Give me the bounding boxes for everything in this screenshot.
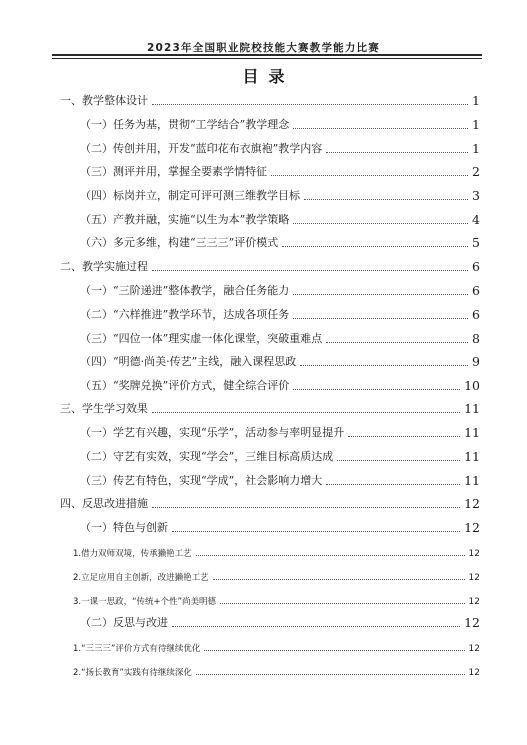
toc-leader-dots bbox=[220, 603, 465, 604]
toc-entry-label: （三）“四位一体”理实虚一体化课堂，突破重难点 bbox=[80, 332, 323, 345]
toc-entry-label: 二、教学实施过程 bbox=[60, 260, 148, 273]
toc-entry-label: （二）传创并用，开发“蓝印花布衣旗袍”教学内容 bbox=[80, 142, 323, 155]
toc-leader-dots bbox=[304, 199, 468, 200]
toc-entry-label: （一）任务为基，贯彻“工学结合”教学理念 bbox=[80, 118, 290, 131]
toc-entry[interactable] bbox=[80, 234, 480, 250]
toc-entry-page: 1 bbox=[472, 141, 480, 156]
toc-leader-dots bbox=[196, 555, 465, 556]
toc-entry-page: 12 bbox=[464, 496, 480, 511]
header-rule-thin bbox=[52, 58, 482, 59]
toc-entry[interactable] bbox=[60, 258, 480, 274]
toc-entry[interactable] bbox=[80, 614, 480, 630]
running-header: 2023年全国职业院校技能大赛教学能力比赛 bbox=[147, 42, 380, 54]
toc-entry[interactable] bbox=[80, 377, 480, 393]
toc-leader-dots bbox=[213, 579, 465, 580]
toc-entry-label: 1.借力双师双境，传承獭艳工艺 bbox=[73, 549, 192, 559]
toc-entry[interactable] bbox=[73, 662, 480, 678]
toc-leader-dots bbox=[152, 104, 468, 105]
toc-entry-label: （二）反思与改进 bbox=[80, 616, 168, 629]
toc-entry-page: 3 bbox=[472, 188, 480, 203]
toc-entry-page: 6 bbox=[472, 283, 480, 298]
toc-entry[interactable] bbox=[80, 187, 480, 203]
header-rule-thick bbox=[52, 54, 482, 56]
toc-entry-label: （二）“六样推进”教学环节，达成各项任务 bbox=[80, 308, 290, 321]
toc-entry-page: 12 bbox=[468, 549, 480, 559]
toc-entry-page: 11 bbox=[464, 473, 480, 488]
toc-entry-label: （四）标岗并立，制定可评可测三维教学目标 bbox=[80, 189, 300, 202]
toc-entry-label: （三）测评并用，掌握全要素学情特征 bbox=[80, 165, 267, 178]
toc-entry-label: （四）“明德·尚美·传艺”主线，融入课程思政 bbox=[80, 355, 297, 368]
toc-leader-dots bbox=[204, 650, 464, 651]
toc-leader-dots bbox=[172, 626, 460, 627]
toc-entry-page: 8 bbox=[472, 331, 480, 346]
toc-entry-page: 5 bbox=[472, 235, 480, 250]
toc-entry[interactable] bbox=[80, 519, 480, 535]
toc-entry-page: 2 bbox=[472, 164, 480, 179]
toc-leader-dots bbox=[326, 484, 460, 485]
toc-entry-page: 6 bbox=[472, 259, 480, 274]
toc-entry[interactable] bbox=[73, 638, 480, 654]
toc-entry-page: 1 bbox=[472, 93, 480, 108]
toc-entry[interactable] bbox=[60, 92, 480, 108]
toc-leader-dots bbox=[293, 223, 468, 224]
toc-entry[interactable] bbox=[80, 140, 480, 156]
toc-entry-label: 2.“扬长教育”实践有待继续深化 bbox=[73, 668, 192, 678]
toc-entry-label: （五）“奖牌兑换”评价方式，健全综合评价 bbox=[80, 379, 290, 392]
toc-entry[interactable] bbox=[80, 211, 480, 227]
toc-leader-dots bbox=[293, 389, 460, 390]
toc-entry-label: 3.一课一思政，“传统+个性”尚美明德 bbox=[73, 597, 217, 607]
toc-leader-dots bbox=[293, 318, 468, 319]
toc-leader-dots bbox=[152, 412, 460, 413]
toc-entry[interactable] bbox=[80, 116, 480, 132]
toc-title: 目录 bbox=[242, 67, 295, 86]
toc-leader-dots bbox=[326, 152, 468, 153]
toc-entry[interactable] bbox=[80, 330, 480, 346]
toc-leader-dots bbox=[337, 460, 460, 461]
toc-entry-label: （二）守艺有实效，实现“学会”，三维目标高质达成 bbox=[80, 450, 334, 463]
toc-entry[interactable] bbox=[80, 424, 480, 440]
toc-leader-dots bbox=[172, 531, 460, 532]
toc-entry[interactable] bbox=[73, 591, 480, 607]
toc-entry-label: 四、反思改进措施 bbox=[60, 497, 148, 510]
toc-entry[interactable] bbox=[60, 400, 480, 416]
toc-entry[interactable] bbox=[73, 543, 480, 559]
toc-leader-dots bbox=[271, 175, 468, 176]
toc-entry-page: 9 bbox=[472, 354, 480, 369]
toc-entry-page: 11 bbox=[464, 425, 480, 440]
toc-entry[interactable] bbox=[73, 567, 480, 583]
toc-entry-label: （五）产教并融，实施“以生为本”教学策略 bbox=[80, 213, 290, 226]
toc-entry-label: （一）学艺有兴趣，实现“乐学”，活动参与率明显提升 bbox=[80, 426, 345, 439]
toc-leader-dots bbox=[300, 365, 468, 366]
toc-entry[interactable] bbox=[80, 448, 480, 464]
toc-entry-page: 12 bbox=[468, 573, 480, 583]
toc-entry-page: 1 bbox=[472, 117, 480, 132]
toc-entry-label: 1.“三三三”评价方式有待继续优化 bbox=[73, 644, 201, 654]
toc-leader-dots bbox=[282, 246, 468, 247]
toc-leader-dots bbox=[293, 294, 468, 295]
toc-entry-page: 12 bbox=[464, 615, 480, 630]
toc-entry[interactable] bbox=[80, 353, 480, 369]
toc-entry-page: 12 bbox=[464, 520, 480, 535]
toc-entry[interactable] bbox=[80, 472, 480, 488]
toc-entry-label: （一）特色与创新 bbox=[80, 521, 168, 534]
toc-entry-page: 10 bbox=[464, 378, 480, 393]
toc-entry-label: （三）传艺有特色，实现“学成”，社会影响力增大 bbox=[80, 474, 323, 487]
toc-entry-page: 12 bbox=[468, 644, 480, 654]
toc-entry-page: 12 bbox=[468, 597, 480, 607]
toc-entry-label: （六）多元多维，构建“三三三”评价模式 bbox=[80, 236, 279, 249]
toc-entry[interactable] bbox=[60, 495, 480, 511]
toc-entry-page: 11 bbox=[464, 449, 480, 464]
toc-entry-label: 2.立足应用自主创新，改进獭艳工艺 bbox=[73, 573, 209, 583]
toc-entry[interactable] bbox=[80, 163, 480, 179]
toc-entry[interactable] bbox=[80, 306, 480, 322]
toc-leader-dots bbox=[152, 270, 468, 271]
toc-entry-label: 一、教学整体设计 bbox=[60, 94, 148, 107]
toc-leader-dots bbox=[152, 507, 460, 508]
toc-entry-page: 4 bbox=[472, 212, 480, 227]
toc-entry-page: 12 bbox=[468, 668, 480, 678]
toc-leader-dots bbox=[196, 674, 465, 675]
toc-leader-dots bbox=[326, 342, 468, 343]
toc-leader-dots bbox=[348, 436, 460, 437]
toc-entry-label: 三、学生学习效果 bbox=[60, 402, 148, 415]
toc-entry-page: 11 bbox=[464, 401, 480, 416]
toc-entry[interactable] bbox=[80, 282, 480, 298]
toc-entry-label: （一）“三阶递进”整体教学，融合任务能力 bbox=[80, 284, 290, 297]
toc-entry-page: 6 bbox=[472, 307, 480, 322]
toc-leader-dots bbox=[293, 128, 468, 129]
